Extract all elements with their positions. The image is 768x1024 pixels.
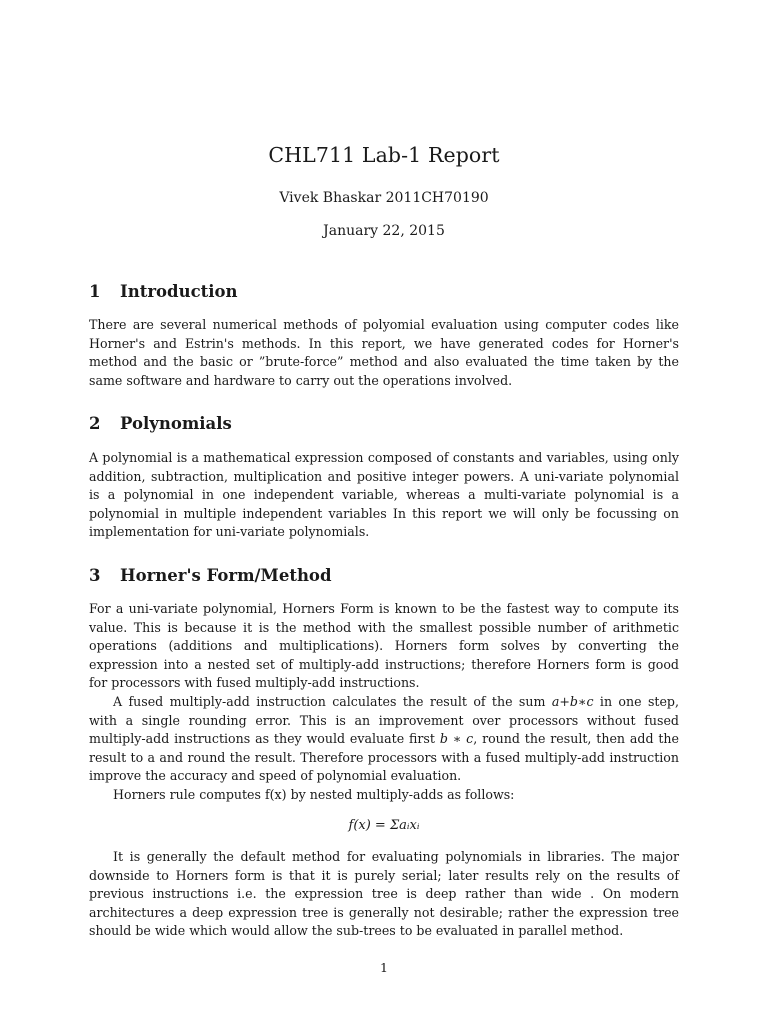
section-title: Introduction [120, 282, 238, 301]
horners-paragraph-rule: Horners rule computes f(x) by nested multiply-adds as follows: [113, 787, 515, 802]
fma-math-sum: a+b∗c [551, 694, 594, 709]
section-title: Polynomials [120, 414, 232, 433]
section-number: 1 [89, 282, 101, 301]
fma-text-part-1: A fused multiply-add instruction calculates the result of the sum [113, 694, 552, 709]
fma-math-product: b ∗ c [439, 731, 474, 747]
fma-text-part-2: in one step, with a single rounding error. This is an improvement over processors without fused multiply-add instructions as they would evaluate first [89, 694, 679, 747]
document-author: Vivek Bhaskar 2011CH70190 [279, 190, 489, 206]
section-number: 2 [89, 414, 101, 433]
document-title: CHL711 Lab-1 Report [268, 143, 500, 167]
page-number: 1 [380, 960, 388, 975]
section-heading-introduction [89, 282, 238, 301]
polynomials-paragraph: A polynomial is a mathematical expression composed of constants and variables, using only addition, subtraction, multiplication and positive integer powers. A uni-variate polynomial is a polynomial in one independent variable, whereas a multi-variate polynomial is a polynomial in multiple independent variables In this report we will only be focussing on implementation for uni-variate polynomials. [89, 450, 679, 540]
introduction-paragraph: There are several numerical methods of polyomial evaluation using computer codes like Horner's and Estrin's methods. In this report, we have generated codes for Horner's method and the basic or ”brute-force” method and also evaluated the time taken by the same software and hardware to carry out the operations involved. [89, 317, 679, 388]
fma-text-part-3: , round the result, then add the result to a and round the result. Therefore processors with a fused multiply-add instruction improve the accuracy and speed of polynomial evaluation. [89, 731, 679, 784]
horner-equation: f(x) = Σaᵢxᵢ [348, 818, 420, 833]
horners-paragraph-fma [89, 693, 679, 786]
section-heading-horners-method [89, 566, 331, 585]
section-heading-polynomials [89, 414, 232, 433]
horners-paragraph-downside: It is generally the default method for evaluating polynomials in libraries. The major downside to Horners form is that it is purely serial; later results rely on the results of previous instructions i.e. the expression tree is deep rather than wide . On modern architectures a deep expression tree is generally not desirable; rather the expression tree should be wide which would allow the sub-trees to be evaluated in parallel method. [89, 849, 679, 939]
section-title: Horner's Form/Method [120, 566, 332, 585]
horners-paragraph-1: For a uni-variate polynomial, Horners Form is known to be the fastest way to compute its value. This is because it is the method with the smallest possible number of arithmetic operations (additions and multiplications). Horners form solves by converting the expression into a nested set of multiply-add instructions; therefore Horners form is good for processors with fused multiply-add instructions. [89, 601, 679, 691]
document-date: January 22, 2015 [323, 223, 445, 239]
section-number: 3 [89, 566, 101, 585]
